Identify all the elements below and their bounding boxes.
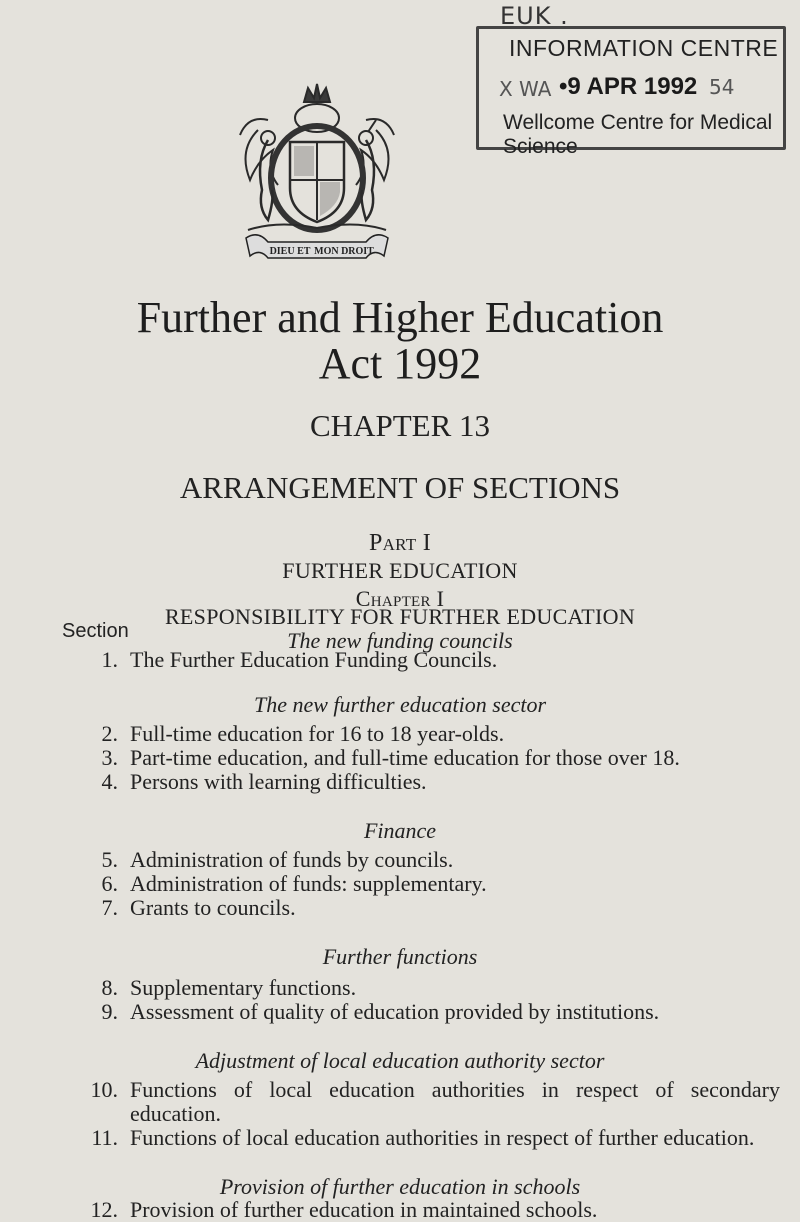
section-title: Administration of funds by councils. — [130, 847, 454, 872]
group-heading: The new funding councils — [287, 628, 513, 653]
group-heading: The new further education sector — [253, 692, 547, 717]
section-number: 1. — [101, 647, 118, 672]
section-title: Administration of funds: supplementary. — [130, 871, 487, 896]
section-title: The Further Education Funding Councils. — [130, 647, 498, 672]
crest-motto-right: MON DROIT — [314, 246, 374, 257]
crest-motto-left: DIEU ET — [269, 246, 311, 257]
group-heading: Further functions — [322, 944, 478, 969]
chapter-heading: RESPONSIBILITY FOR FURTHER EDUCATION — [164, 604, 636, 629]
information-centre-stamp — [476, 26, 786, 158]
section-number: 9. — [101, 999, 118, 1024]
part-heading: FURTHER EDUCATION — [282, 558, 518, 583]
section-column-label: Section — [62, 620, 129, 642]
group-heading: Adjustment of local education authority sector — [195, 1048, 605, 1073]
group-heading: Finance — [363, 818, 437, 843]
stamp-institution: Wellcome Centre for Medical Science — [503, 111, 773, 158]
section-number: 10. — [90, 1077, 118, 1102]
handwritten-mark: EUK . — [500, 2, 569, 30]
stamp-title: INFORMATION CENTRE — [509, 35, 779, 61]
stamp-handwritten-left: X WA — [499, 77, 552, 101]
section-title: Persons with learning difficulties. — [130, 769, 427, 794]
section-title: Assessment of quality of education provided by institutions. — [130, 999, 660, 1024]
section-title: Functions of local education authorities in respect of secondary education. — [130, 1077, 780, 1126]
chapter-number: CHAPTER 13 — [310, 408, 490, 443]
arrangement-heading: ARRANGEMENT OF SECTIONS — [179, 470, 621, 505]
part-chapter: Chapter I — [355, 586, 445, 611]
section-number: 6. — [101, 871, 118, 896]
act-title: Further and Higher Education — [136, 293, 664, 342]
section-number: 3. — [101, 745, 118, 770]
section-number: 2. — [101, 721, 118, 746]
section-title: Supplementary functions. — [130, 975, 357, 1000]
section-title: Part-time education, and full-time education for those over 18. — [130, 745, 680, 770]
section-number: 11. — [91, 1125, 118, 1150]
section-number: 12. — [90, 1197, 118, 1222]
section-number: 8. — [101, 975, 118, 1000]
stamp-date: •9 APR 1992 — [559, 73, 698, 100]
royal-coat-of-arms-icon — [228, 80, 406, 262]
section-number: 7. — [101, 895, 118, 920]
section-title: Functions of local education authorities in respect of further education. — [130, 1125, 755, 1150]
group-heading: Provision of further education in schools — [219, 1174, 581, 1199]
section-title: Grants to councils. — [130, 895, 296, 920]
section-number: 4. — [101, 769, 118, 794]
stamp-handwritten-right: 54 — [709, 75, 735, 99]
part-label: Part I — [368, 530, 432, 556]
section-number: 5. — [101, 847, 118, 872]
act-year: Act 1992 — [318, 339, 482, 388]
section-title: Provision of further education in maintained schools. — [130, 1197, 598, 1222]
section-title: Full-time education for 16 to 18 year-olds. — [130, 721, 505, 746]
